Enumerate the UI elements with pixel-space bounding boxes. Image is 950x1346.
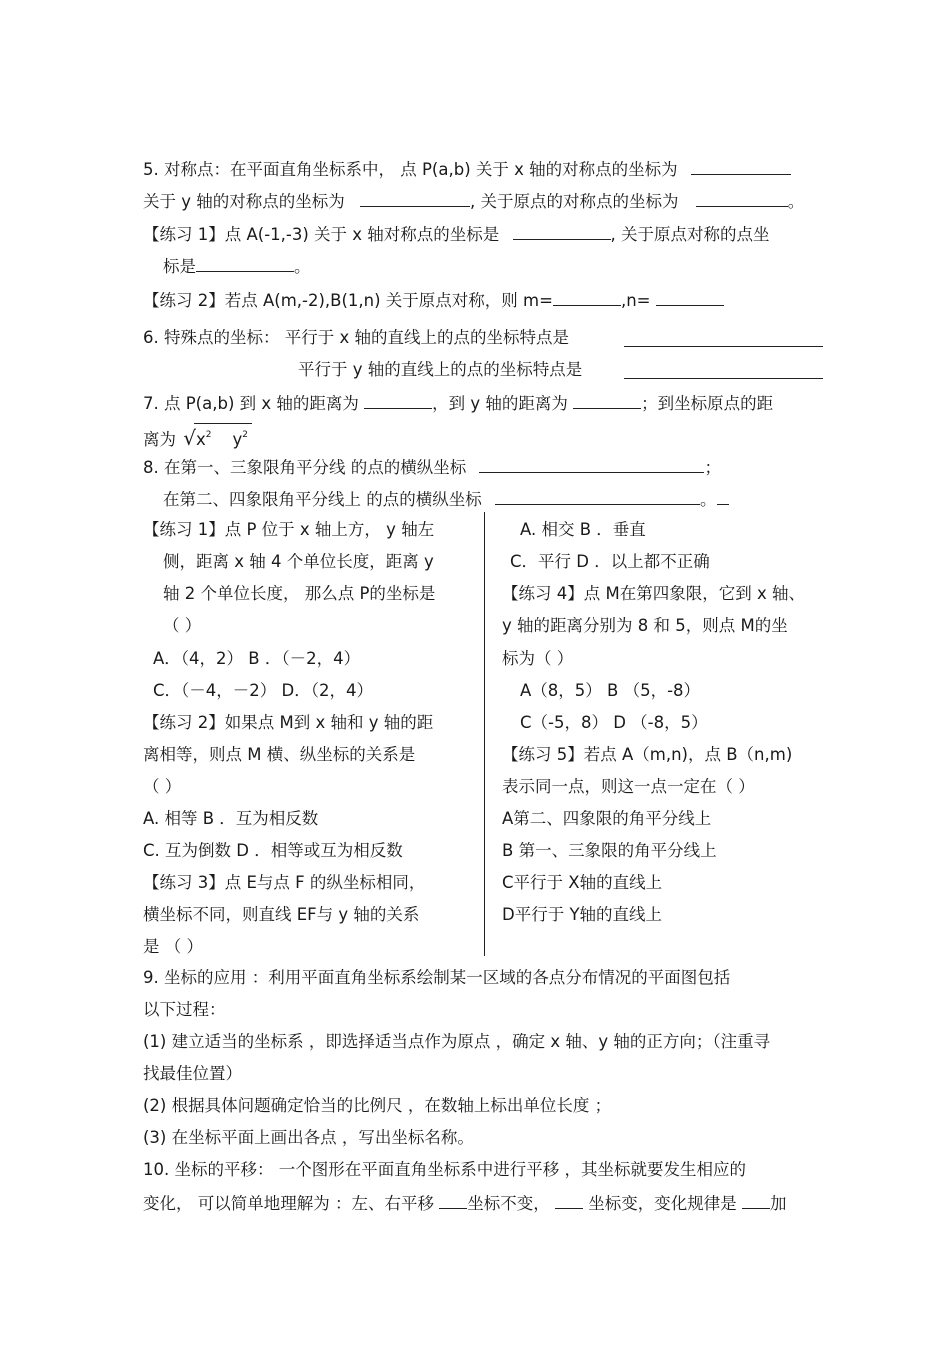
s8-line2 (163, 487, 729, 511)
s5-ex2a: 【练习 2】若点 A(m,-2),B(1,n) 关于原点对称，则 m= (143, 291, 553, 310)
right-ex5-option: B 第一、三象限的角平分线上 (502, 841, 717, 860)
s8-text2: 在第二、四象限角平分线上 的点的横纵坐标 (163, 490, 482, 509)
s10-text2d: 加 (770, 1194, 787, 1213)
answer-blank[interactable] (624, 361, 823, 379)
s9-line: 找最佳位置） (143, 1064, 242, 1083)
formula-y: y (232, 430, 243, 449)
s5-line1 (143, 157, 791, 181)
answer-blank[interactable] (364, 391, 432, 409)
s8-text1: 8. 在第一、三象限角平分线 的点的横纵坐标 (143, 458, 467, 477)
formula-exp: 2 (242, 430, 248, 440)
answer-blank[interactable] (624, 329, 823, 347)
left-ex1-options: A．（4，2） B ．（－2，4） (153, 649, 361, 668)
s10-text2c: 坐标变，变化规律是 (588, 1194, 737, 1213)
right-ex4-line: 【练习 4】点 M在第四象限，它到 x 轴、 (502, 584, 805, 603)
s5-exercise1 (143, 222, 770, 246)
s10-line1: 10. 坐标的平移： 一个图形在平面直角坐标系中进行平移 ，其坐标就要发生相应的 (143, 1160, 746, 1179)
answer-blank[interactable] (553, 288, 621, 306)
right-ex4-options: C（-5，8） D （-8，5） (520, 713, 708, 732)
right-ex5-line: 【练习 5】若点 A（m,n)，点 B（n,m) (502, 745, 793, 764)
formula-x: x (196, 430, 206, 449)
right-ex4-line: y 轴的距离分别为 8 和 5，则点 M的坐 (502, 616, 788, 635)
answer-blank[interactable] (742, 1191, 770, 1209)
answer-blank[interactable] (495, 487, 700, 505)
left-ex1-line: 侧，距离 x 轴 4 个单位长度，距离 y (163, 552, 434, 571)
right-ex4-options: A（8，5） B （5，-8） (520, 681, 701, 700)
s6-text1: 6. 特殊点的坐标： 平行于 x 轴的直线上的点的坐标特点是 (143, 328, 569, 347)
answer-blank[interactable] (573, 391, 641, 409)
left-ex1-line: 轴 2 个单位长度， 那么点 P的坐标是 (163, 584, 436, 603)
s5-line2 (143, 189, 804, 213)
s7-text1b: ，到 y 轴的距离为 (432, 394, 568, 413)
right-ex4-line: 标为（ ） (502, 649, 574, 668)
s10-text2b: 坐标不变， (467, 1194, 550, 1213)
answer-blank[interactable] (439, 1191, 467, 1209)
answer-blank[interactable] (717, 487, 729, 505)
s5-ex1a: 【练习 1】点 A(-1,-3) 关于 x 轴对称点的坐标是 (143, 225, 500, 244)
left-ex1-line: （ ） (163, 616, 202, 635)
answer-blank[interactable] (691, 157, 791, 175)
s5-text2a: 关于 y 轴的对称点的坐标为 (143, 192, 345, 211)
s9-line: (3) 在坐标平面上画出各点 ，写出坐标名称。 (143, 1128, 474, 1147)
right-ex5-option: C平行于 X轴的直线上 (502, 873, 663, 892)
left-ex2-line: （ ） (143, 777, 182, 796)
s5-text1: 5. 对称点：在平面直角坐标系中， 点 P(a,b) 关于 x 轴的对称点的坐标为 (143, 160, 678, 179)
left-ex2-options: C. 互为倒数 D ．相等或互为相反数 (143, 841, 403, 860)
left-ex3-line: 是 （ ） (143, 937, 203, 956)
s7-text1c: ；到坐标原点的距 (641, 394, 774, 413)
s5-ex2b: ,n= (620, 291, 651, 310)
left-ex3-line: 【练习 3】点 E与点 F 的纵坐标相同， (143, 873, 426, 892)
s5-text2b: , 关于原点的对称点的坐标为 (470, 192, 679, 211)
s9-line: (2) 根据具体问题确定恰当的比例尺 ，在数轴上标出单位长度 ； (143, 1096, 612, 1115)
s5-text2end: 。 (787, 192, 805, 211)
right-ex5-line: 表示同一点，则这一点一定在（ ） (502, 777, 755, 796)
s7-line2 (143, 423, 252, 451)
s5-ex1end: 。 (294, 257, 311, 276)
s9-line: 以下过程： (143, 1000, 226, 1019)
right-ex3-options: A. 相交 B ．垂直 (520, 520, 646, 539)
formula-exp: 2 (205, 430, 212, 440)
s7-text2: 离为 (143, 430, 176, 449)
answer-blank[interactable] (696, 189, 788, 207)
left-ex2-options: A. 相等 B ．互为相反数 (143, 809, 319, 828)
s5-ex1c: 标是 (163, 257, 196, 276)
left-ex1-options: C．（－4，－2） D．（2，4） (153, 681, 373, 700)
s7-text1a: 7. 点 P(a,b) 到 x 轴的距离为 (143, 394, 359, 413)
answer-blank[interactable] (656, 288, 724, 306)
left-ex3-line: 横坐标不同，则直线 EF与 y 轴的关系 (143, 905, 420, 924)
s8-line1 (143, 455, 721, 479)
right-ex3-options: C．平行 D ．以上都不正确 (510, 552, 710, 571)
column-divider (484, 512, 485, 956)
s8-text1end: ； (704, 458, 721, 477)
s8-text2end: 。 (700, 490, 717, 509)
right-ex5-option: A第二、四象限的角平分线上 (502, 809, 712, 828)
left-ex2-line: 离相等，则点 M 横、纵坐标的关系是 (143, 745, 416, 764)
s5-ex1b: , 关于原点对称的点坐 (610, 225, 770, 244)
s6-line2 (298, 359, 582, 381)
s6-text2: 平行于 y 轴的直线上的点的坐标特点是 (298, 360, 583, 379)
s5-exercise2 (143, 288, 724, 312)
right-ex5-option: D平行于 Y轴的直线上 (502, 905, 663, 924)
s9-line: 9. 坐标的应用 ：利用平面直角坐标系绘制某一区域的各点分布情况的平面图包括 (143, 968, 731, 987)
answer-blank[interactable] (555, 1191, 583, 1209)
answer-blank[interactable] (196, 254, 294, 272)
answer-blank[interactable] (513, 222, 611, 240)
s9-line: (1) 建立适当的坐标系 ，即选择适当点作为原点 ，确定 x 轴、y 轴的正方向；（注重寻 (143, 1032, 771, 1051)
s7-line1 (143, 391, 773, 415)
s6-line1 (143, 327, 569, 349)
s5-exercise1-cont (163, 254, 311, 278)
s10-line2 (143, 1191, 787, 1215)
s10-text2a: 变化， 可以简单地理解为 ：左、右平移 (143, 1194, 434, 1213)
answer-blank[interactable] (360, 189, 470, 207)
left-ex1-line: 【练习 1】点 P 位于 x 轴上方， y 轴左 (143, 520, 435, 539)
left-ex2-line: 【练习 2】如果点 M到 x 轴和 y 轴的距 (143, 713, 434, 732)
sqrt-formula: $√x^2$ $y^2$ (183, 423, 252, 451)
answer-blank[interactable] (479, 455, 704, 473)
